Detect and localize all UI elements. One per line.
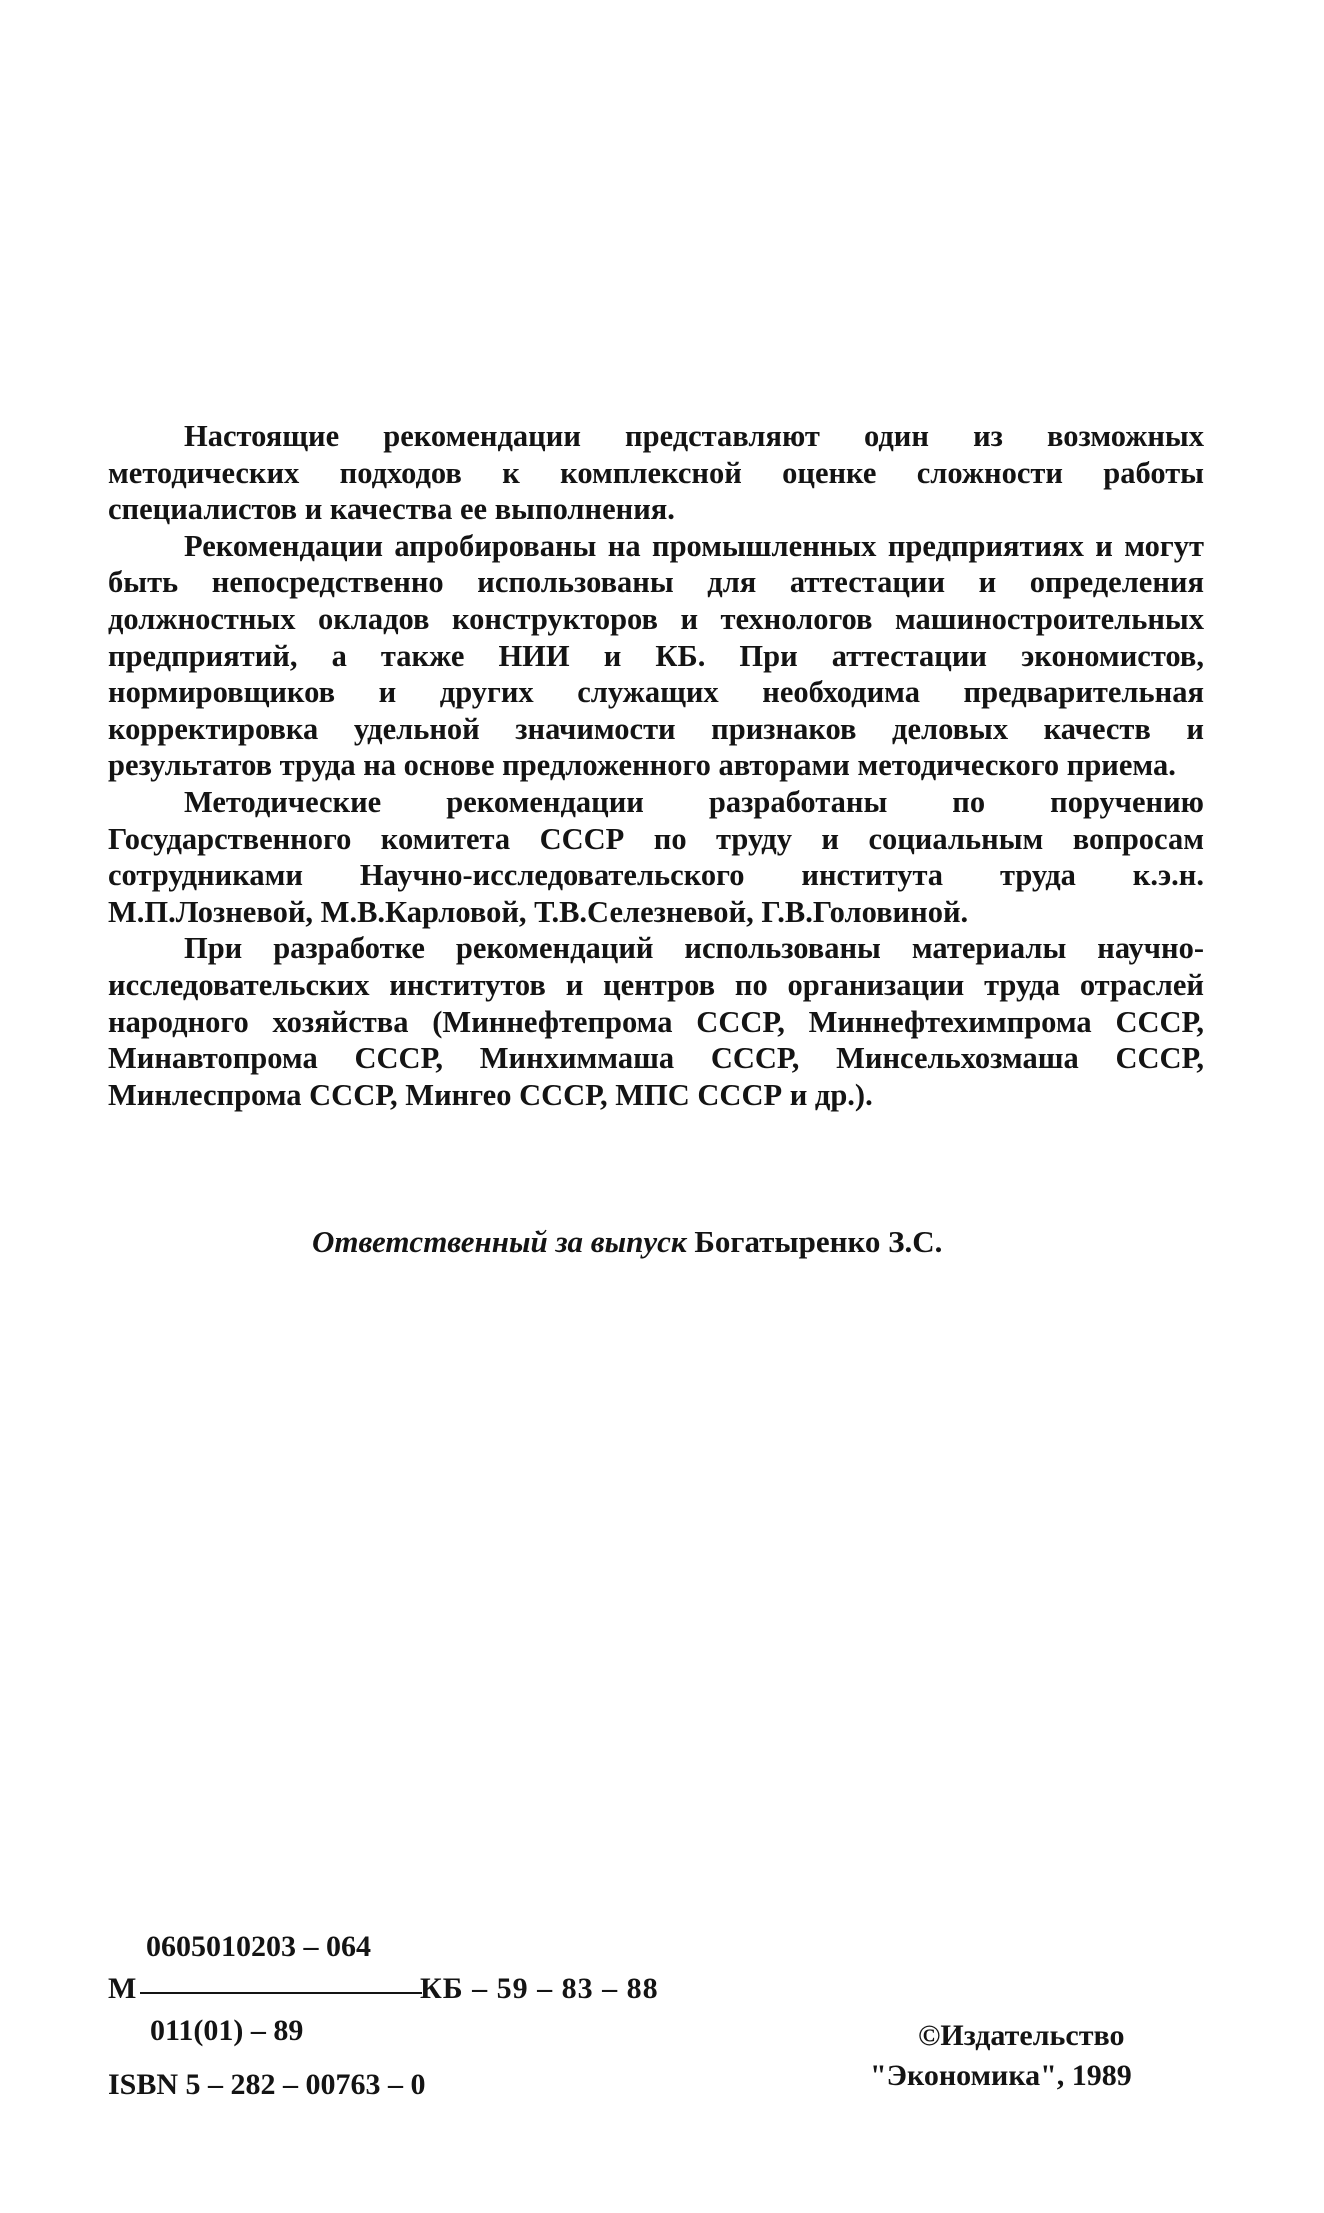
paragraph-approbation: Рекомендации апробированы на промышленных предприятиях и могут быть непосредственно использованы для аттестации и определения должностных окладов конструкторов и технологов машиностроительных предприятий, а также НИИ и КБ. При аттестации экономистов, нормировщиков и других служащих необходима предварительная корректировка удельной значимости признаков деловых качеств и результатов труда на основе предложенного авторами методического приема. [108, 528, 1204, 783]
publisher-line-1: ©Издательство [918, 2019, 1125, 2052]
publisher-line-2: "Экономика", 1989 [870, 2059, 1132, 2092]
isbn-number: ISBN 5 – 282 – 00763 – 0 [108, 2068, 426, 2101]
catalog-numerator: 0605010203 – 064 [146, 1930, 371, 1963]
paragraph-authors: Методические рекомендации разработаны по поручению Государственного комитета СССР по труду и социальным вопросам сотрудниками Научно-исследовательского института труда к.э.н. М.П.Лозневой, М.В.Карловой, Т.В.Селезневой, Г.В.Головиной. [108, 784, 1204, 929]
catalog-index [108, 1930, 728, 2050]
paragraph-intro: Настоящие рекомендации представляют один из возможных методических подходов к комплексной оценке сложности работы специалистов и качества ее выполнения. [108, 419, 1204, 527]
catalog-fraction-line [140, 1992, 422, 1994]
paragraph-sources: При разработке рекомендаций использованы материалы научно-исследовательских институтов и центров по организации труда отраслей народного хозяйства (Миннефтепрома СССР, Миннефтехимпрома СССР, Минавтопрома СССР, Минхиммаша СССР, Минсельхозмаша СССР, Минлеспрома СССР, Мингео СССР, МПС СССР и др.). [108, 931, 1204, 1112]
catalog-denominator: 011(01) – 89 [150, 2014, 304, 2047]
responsible-name: Богатыренко З.С. [694, 1224, 943, 1259]
responsible-role: Ответственный за выпуск [312, 1224, 687, 1259]
responsible-editor [312, 1224, 942, 1260]
catalog-code: КБ – 59 – 83 – 88 [420, 1972, 659, 2005]
publisher-copyright [870, 2016, 1230, 2096]
body-text [108, 418, 1204, 1113]
catalog-letter: М [108, 1972, 137, 2005]
